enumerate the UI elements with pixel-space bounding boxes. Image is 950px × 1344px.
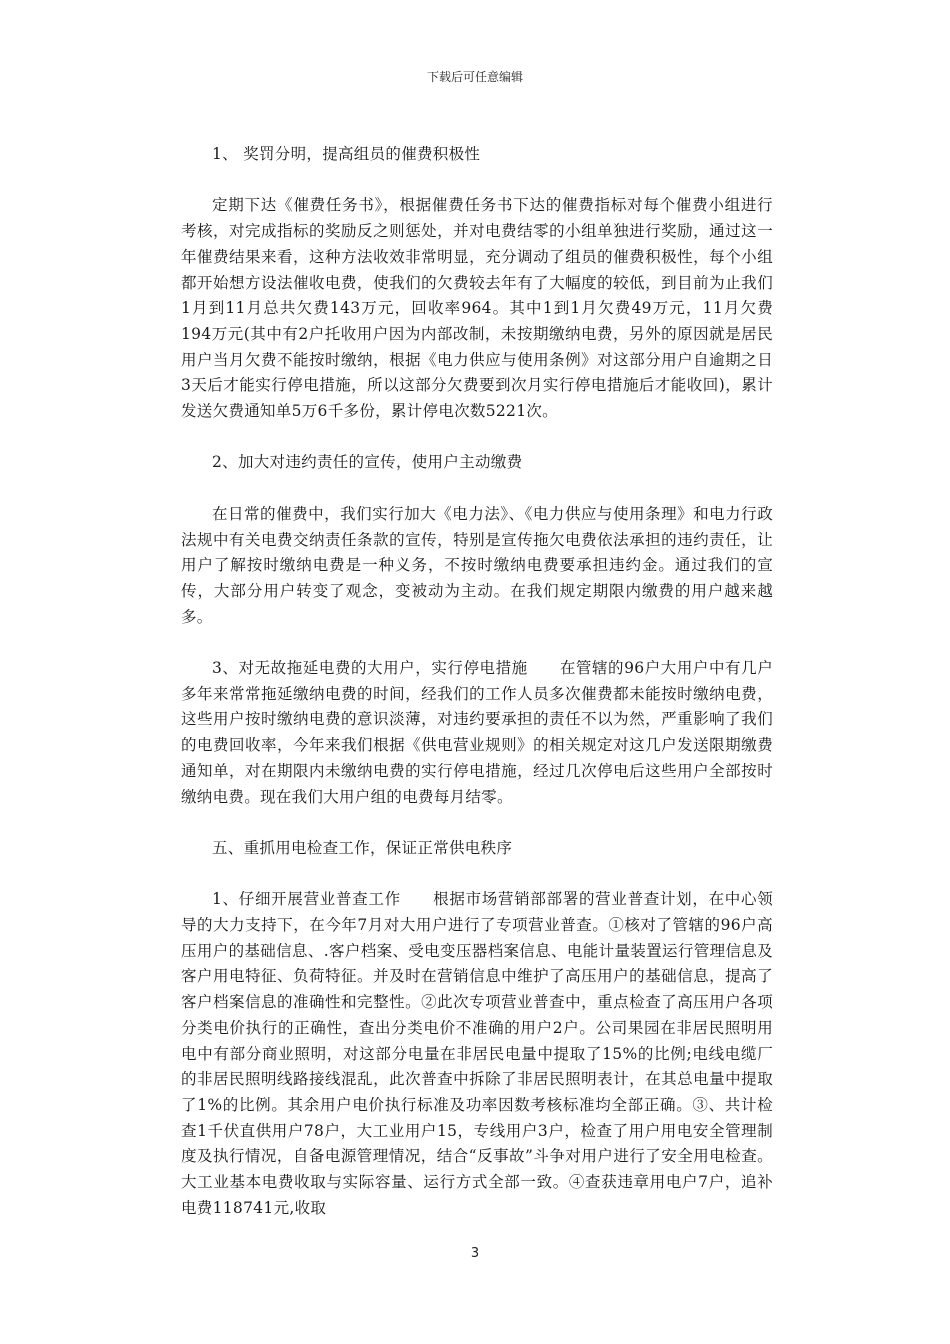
header-note: 下载后可任意编辑 xyxy=(426,70,523,84)
page-number: 3 xyxy=(470,1246,480,1261)
paragraph-business-survey: 1、仔细开展营业普查工作 根据市场营销部部署的营业普查计划，在中心领导的大力支持下，在今年7月对大用户进行了专项营业普查。①核对了管辖的96户高压用户的基础信息、.客户档案、受电变压器档案信息、电能计量装置运行管理信息及客户用电特征、负荷特征。并及时在营销信息中维护了高压用户的基础信息，提高了客户档案信息的准确性和完整性。②此次专项营业普查中，重点检查了高压用户各项分类电价执行的正确性，查出分类电价不准确的用户2户。公司果园在非居民照明用电中有部分商业照明，对这部分电量在非居民电量中提取了15%的比例;电线电缆厂的非居民照明线路接线混乱，此次普查中拆除了非居民照明表计，在其总电量中提取了1%的比例。其余用户电价执行标准及功率因数考核标准均全部正确。③、共计检查1千伏直供用户78户，大工业用户15，专线用户3户，检查了用户用电安全管理制度及执行情况，自备电源管理情况，结合“反事故”斗争对用户进行了安全用电检查。大工业基本电费收取与实际容量、运行方式全部一致。④查获违章用电户7户，追补电费118741元,收取 xyxy=(181,890,773,1217)
paragraph-publicity: 在日常的催费中，我们实行加大《电力法》、《电力供应与使用条理》和电力行政法规中有关电费交纳责任条款的宣传，特别是宣传拖欠电费依法承担的违约责任，让用户了解按时缴纳电费是一种义务，不按时缴纳电费要承担违约金。通过我们的宣传，大部分用户转变了观念，变被动为主动。在我们规定期限内缴费的用户越来越多。 xyxy=(181,504,773,626)
section-heading-1: 1、 奖罚分明，提高组员的催费积极性 xyxy=(212,145,481,163)
section-heading-2: 2、加大对违约责任的宣传，使用户主动缴费 xyxy=(212,453,523,472)
paragraph-reward-punishment: 定期下达《催费任务书》，根据催费任务书下达的催费指标对每个催费小组进行考核，对完成指标的奖励反之则惩处，并对电费结零的小组单独进行奖励，通过这一年催费结果来看，这种方法收效非常明显，充分调动了组员的催费积极性，每个小组都开始想方设法催收电费，使我们的欠费较去年有了大幅度的较低，到目前为止我们1月到11月总共欠费143万元，回收率964。其中1到1月欠费49万元，11月欠费194万元(其中有2户托收用户因为内部改制，未按期缴纳电费，另外的原因就是居民用户当月欠费不能按时缴纳，根据《电力供应与使用条例》对这部分用户自逾期之日3天后才能实行停电措施，所以这部分欠费要到次月实行停电措施后才能收回)，累计发送欠费通知单5万6千多份，累计停电次数5221次。 xyxy=(181,196,773,421)
paragraph-power-cut: 3、对无故拖延电费的大用户，实行停电措施 在管辖的96户大用户中有几户多年来常常拖延缴纳电费的时间，经我们的工作人员多次催费都未能按时缴纳电费，这些用户按时缴纳电费的意识淡薄，对违约要承担的责任不以为然，严重影响了我们的电费回收率，今年来我们根据《供电营业规则》的相关规定对这几户发送限期缴费通知单，对在期限内未缴纳电费的实行停电措施，经过几次停电后这些用户全部按时缴纳电费。现在我们大用户组的电费每月结零。 xyxy=(181,659,773,806)
section-heading-5: 五、重抓用电检查工作，保证正常供电秩序 xyxy=(212,838,513,857)
document-body xyxy=(181,142,773,1247)
